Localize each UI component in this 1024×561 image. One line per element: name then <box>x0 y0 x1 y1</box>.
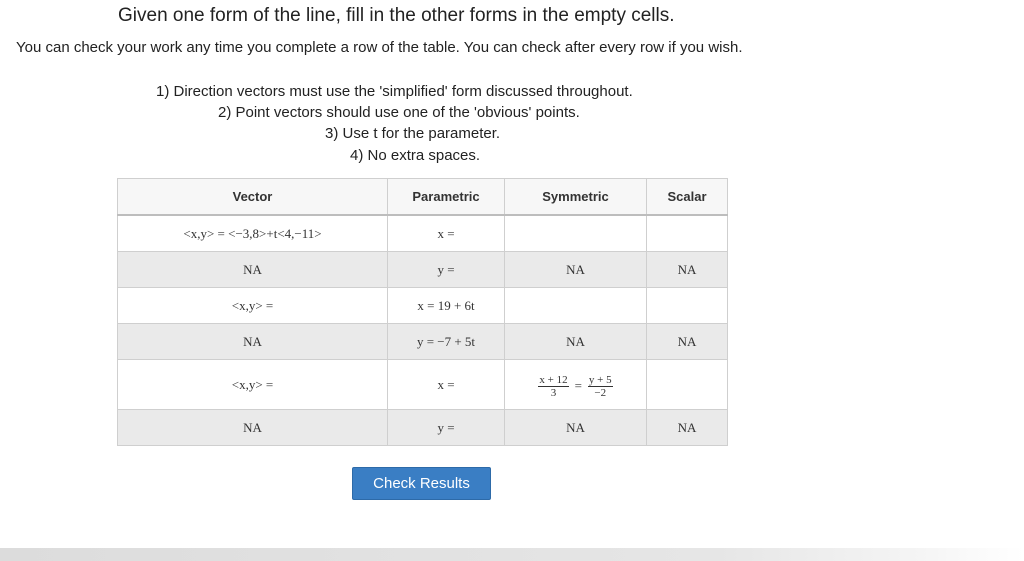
rule-2: 2) Point vectors should use one of the 'obvious' points. <box>218 104 580 121</box>
line-forms-table <box>117 178 728 446</box>
parametric-cell[interactable]: y = <box>388 252 505 288</box>
equals-sign: = <box>574 378 582 393</box>
check-results-button[interactable]: Check Results <box>352 467 491 500</box>
scalar-input-cell[interactable] <box>647 215 728 252</box>
vector-input-cell[interactable]: <x,y> = <box>118 288 388 324</box>
parametric-cell: y = −7 + 5t <box>388 324 505 360</box>
page-subtitle: You can check your work any time you complete a row of the table. You can check after every row if you wish. <box>16 39 743 56</box>
symmetric-equation <box>538 374 612 399</box>
header-parametric: Parametric <box>388 179 505 216</box>
table-row <box>118 215 728 252</box>
rule-3: 3) Use t for the parameter. <box>325 125 501 142</box>
scalar-cell: NA <box>647 410 728 446</box>
vector-input-cell[interactable]: <x,y> = <box>118 360 388 410</box>
symmetric-cell: NA <box>505 410 647 446</box>
fraction-denominator: 3 <box>550 386 557 399</box>
symmetric-cell: NA <box>505 324 647 360</box>
parametric-cell: x = 19 + 6t <box>388 288 505 324</box>
bottom-divider <box>0 548 1024 561</box>
scalar-cell: NA <box>647 324 728 360</box>
vector-cell: <x,y> = <−3,8>+t<4,−11> <box>118 215 388 252</box>
page-title: Given one form of the line, fill in the other forms in the empty cells. <box>118 5 675 26</box>
vector-cell: NA <box>118 252 388 288</box>
symmetric-cell: NA <box>505 252 647 288</box>
fraction-numerator: x + 12 <box>539 373 568 386</box>
scalar-cell: NA <box>647 252 728 288</box>
symmetric-input-cell[interactable] <box>505 215 647 252</box>
fraction-numerator: y + 5 <box>588 373 612 386</box>
header-scalar: Scalar <box>647 179 728 216</box>
table-row <box>118 324 728 360</box>
parametric-cell[interactable]: x = <box>388 215 505 252</box>
symmetric-cell <box>505 360 647 410</box>
table-row <box>118 252 728 288</box>
scalar-input-cell[interactable] <box>647 360 728 410</box>
scalar-input-cell[interactable] <box>647 288 728 324</box>
rule-4: 4) No extra spaces. <box>350 147 481 164</box>
table-row <box>118 360 728 410</box>
table-header-row <box>118 179 728 216</box>
vector-cell: NA <box>118 324 388 360</box>
symmetric-fraction-x <box>538 374 568 399</box>
fraction-denominator: −2 <box>594 386 607 399</box>
header-symmetric: Symmetric <box>505 179 647 216</box>
symmetric-fraction-y <box>588 374 613 399</box>
table-row <box>118 410 728 446</box>
parametric-cell[interactable]: y = <box>388 410 505 446</box>
parametric-cell[interactable]: x = <box>388 360 505 410</box>
table-row <box>118 288 728 324</box>
vector-cell: NA <box>118 410 388 446</box>
symmetric-input-cell[interactable] <box>505 288 647 324</box>
rule-1: 1) Direction vectors must use the 'simplified' form discussed throughout. <box>156 83 633 100</box>
header-vector: Vector <box>118 179 388 216</box>
